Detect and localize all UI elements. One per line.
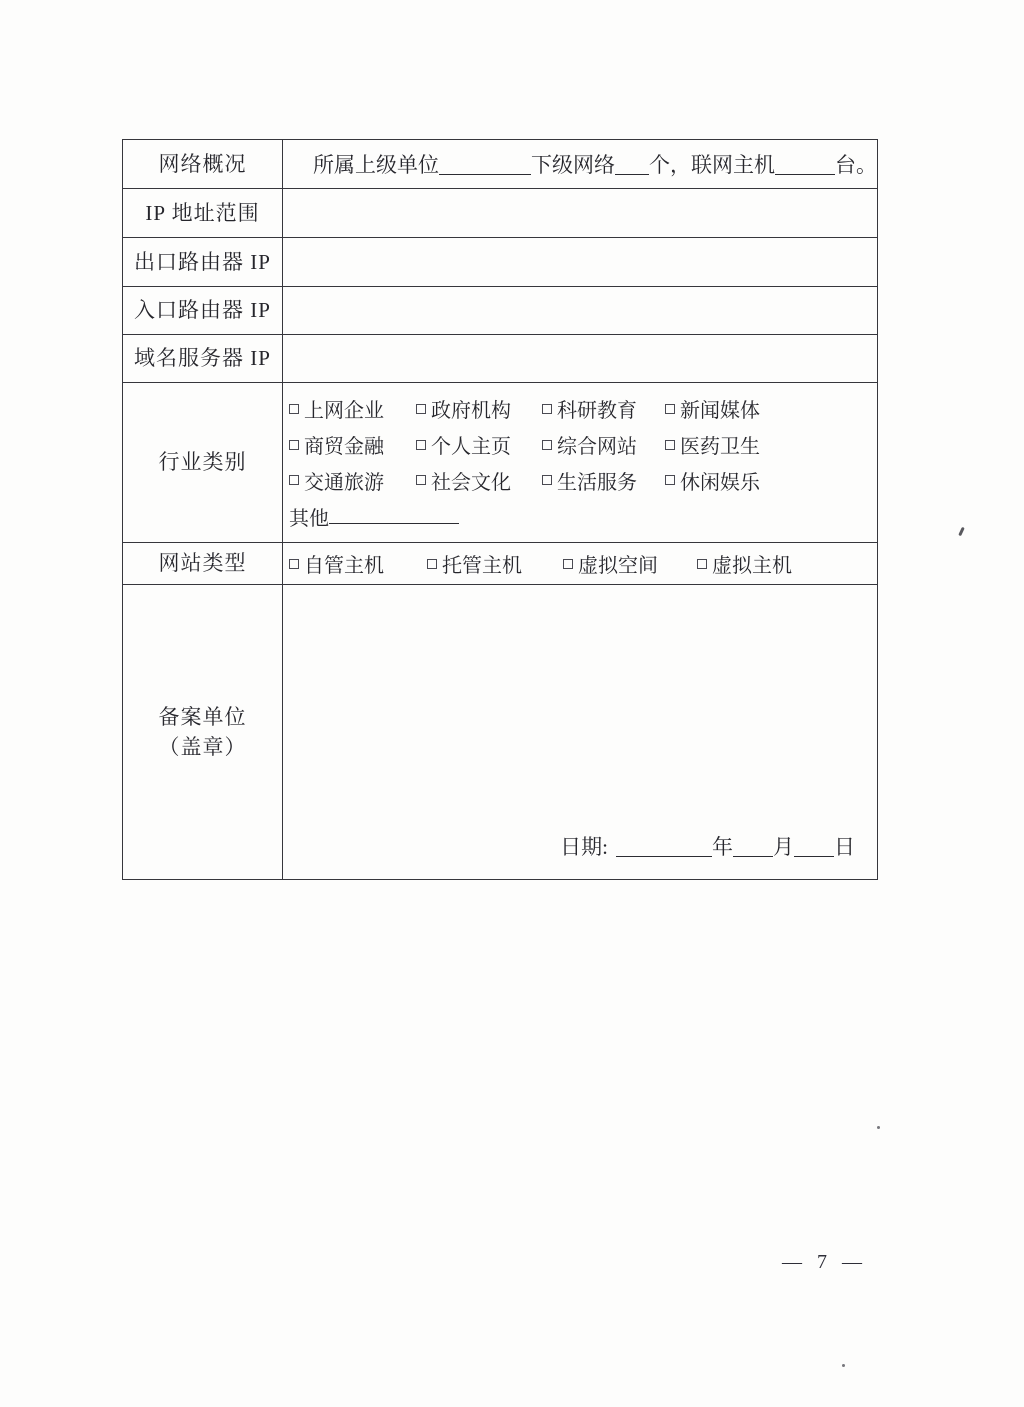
site-type-option — [697, 549, 792, 578]
industry-option — [665, 466, 760, 495]
industry-option — [416, 466, 542, 495]
industry-options-row-3 — [289, 466, 877, 495]
site-type-option — [563, 549, 697, 578]
scan-artifact — [877, 1126, 880, 1129]
parent-unit-label: 所属上级单位 — [313, 153, 439, 177]
industry-options-cell — [283, 383, 877, 542]
checkbox-icon — [665, 440, 675, 450]
checkbox-icon — [289, 440, 299, 450]
page-number: — 7 — — [782, 1251, 867, 1273]
network-record-form-table — [122, 139, 878, 880]
sub-network-label: 下级网络 — [531, 153, 615, 177]
site-type-option-label: 自管主机 — [304, 555, 384, 577]
site-type-option-label: 托管主机 — [442, 555, 522, 577]
industry-option-label: 科研教育 — [557, 400, 637, 423]
table-row — [123, 286, 877, 334]
row-label-site-type: 网站类型 — [123, 543, 283, 584]
industry-option-label: 社会文化 — [431, 471, 511, 494]
row-label-record-unit — [123, 585, 283, 879]
blank-line — [775, 160, 835, 175]
blank-line — [733, 842, 773, 857]
industry-option-label: 休闲娱乐 — [680, 471, 760, 494]
checkbox-icon — [542, 404, 552, 414]
checkbox-icon — [416, 404, 426, 414]
site-type-option-label: 虚拟主机 — [712, 555, 792, 577]
industry-other-label: 其他 — [289, 507, 329, 530]
record-unit-seal-cell — [283, 585, 877, 879]
site-type-options-row — [289, 549, 792, 578]
industry-options-row-2 — [289, 430, 877, 459]
record-unit-label-line1: 备案单位 — [158, 704, 247, 729]
checkbox-icon — [416, 475, 426, 485]
blank-line — [794, 842, 834, 857]
dns-server-cell — [283, 335, 877, 382]
site-type-option-label: 虚拟空间 — [578, 555, 658, 577]
ip-range-cell — [283, 189, 877, 237]
industry-option — [416, 430, 542, 459]
checkbox-icon — [542, 440, 552, 450]
industry-option — [542, 466, 665, 495]
blank-line — [615, 160, 649, 175]
industry-option — [289, 466, 416, 495]
day-label: 日 — [834, 835, 855, 859]
scan-artifact — [842, 1364, 845, 1367]
industry-option-label: 上网企业 — [304, 400, 384, 423]
table-row — [123, 382, 877, 542]
industry-option-label: 交通旅游 — [304, 471, 384, 494]
entry-router-cell — [283, 287, 877, 334]
table-row — [123, 334, 877, 382]
site-type-option — [289, 549, 427, 578]
month-label: 月 — [773, 835, 794, 859]
industry-option — [665, 430, 760, 459]
checkbox-icon — [289, 475, 299, 485]
industry-option-label: 医药卫生 — [680, 436, 760, 459]
table-row — [123, 140, 877, 188]
industry-option — [289, 394, 416, 423]
row-label-dns-server: 域名服务器 IP — [123, 335, 283, 382]
industry-option — [665, 394, 760, 423]
site-type-option — [427, 549, 563, 578]
checkbox-icon — [427, 559, 437, 569]
industry-option — [416, 394, 542, 423]
blank-line — [439, 160, 531, 175]
row-label-exit-router: 出口路由器 IP — [123, 238, 283, 286]
row-label-entry-router: 入口路由器 IP — [123, 287, 283, 334]
network-overview-line — [283, 149, 877, 179]
industry-options-row-1 — [289, 394, 877, 423]
site-type-cell — [283, 543, 877, 584]
checkbox-icon — [563, 559, 573, 569]
table-row — [123, 188, 877, 237]
scan-artifact — [958, 527, 965, 536]
record-unit-label-line2: （盖章） — [158, 735, 247, 759]
industry-option-label: 生活服务 — [557, 471, 637, 494]
checkbox-icon — [542, 475, 552, 485]
industry-option — [289, 430, 416, 459]
checkbox-icon — [665, 475, 675, 485]
industry-option — [542, 430, 665, 459]
checkbox-icon — [416, 440, 426, 450]
date-line — [560, 831, 855, 861]
table-row — [123, 237, 877, 286]
blank-line — [329, 509, 459, 524]
industry-option-label: 商贸金融 — [304, 436, 384, 459]
year-label: 年 — [712, 835, 733, 859]
blank-line — [616, 842, 712, 857]
industry-other-line — [289, 502, 877, 531]
industry-option-label: 综合网站 — [557, 436, 637, 459]
checkbox-icon — [697, 559, 707, 569]
checkbox-icon — [289, 404, 299, 414]
row-label-network-overview: 网络概况 — [123, 140, 283, 188]
industry-option-label: 个人主页 — [431, 436, 511, 459]
row-label-industry-category: 行业类别 — [123, 383, 283, 542]
table-row — [123, 584, 877, 879]
checkbox-icon — [665, 404, 675, 414]
table-row — [123, 542, 877, 584]
unit-tail-label: 台。 — [835, 153, 877, 177]
host-count-label: 个，联网主机 — [649, 153, 775, 177]
date-label: 日期: — [560, 835, 608, 859]
checkbox-icon — [289, 559, 299, 569]
industry-option-label: 新闻媒体 — [680, 400, 760, 423]
row-label-ip-range: IP 地址范围 — [123, 189, 283, 237]
industry-option — [542, 394, 665, 423]
exit-router-cell — [283, 238, 877, 286]
network-overview-cell — [283, 140, 877, 188]
industry-option-label: 政府机构 — [431, 400, 511, 423]
